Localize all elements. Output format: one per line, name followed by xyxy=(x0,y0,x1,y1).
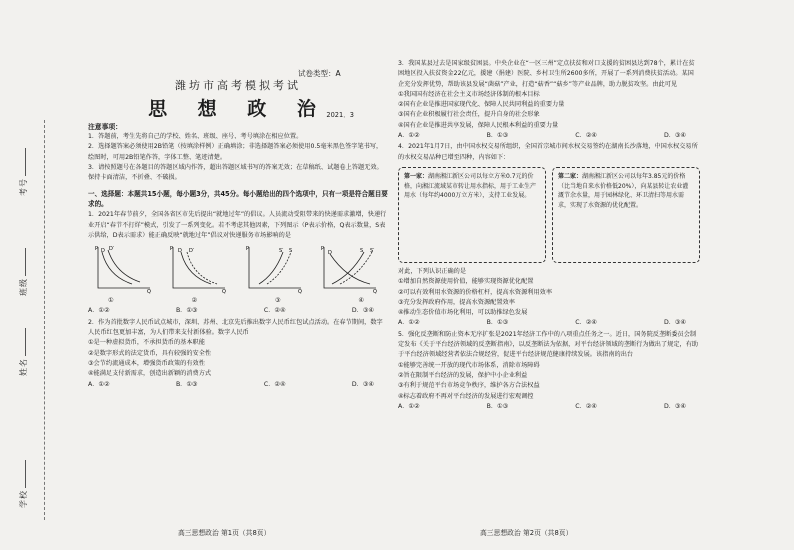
axis-p: P xyxy=(95,246,99,253)
option-d: D．③④ xyxy=(663,132,686,140)
case-box-1 xyxy=(398,167,546,263)
q5-options xyxy=(398,402,700,412)
q4-cases xyxy=(398,167,700,263)
statement: ③充分发挥政府作用，提高水资源配置效率 xyxy=(398,298,515,306)
graph-4 xyxy=(318,244,378,294)
notice-heading: 注意事项： xyxy=(88,122,122,131)
curve-d: D xyxy=(178,248,183,255)
page-1 xyxy=(88,58,388,390)
section-heading: 一、选择题：本题共15小题，每小题3分，共45分。每小题给出的四个选项中，只有一项是符合题目要求的。 xyxy=(88,189,388,208)
footer-page-1: 高三思想政治 第1页（共8页） xyxy=(178,529,271,537)
option-d: D．③④ xyxy=(351,307,374,315)
notice-item: 3．请按照题号在各题目的答题区域内作答，超出答题区域书写的答案无效；在草稿纸、试题卷上答题无效。保持卡面清洁，不折叠、不破损。 xyxy=(88,164,383,182)
question-2-stem: 2．作为首批数字人民币试点城市，深圳、苏州、北京先后推出数字人民币红包试点活动。在春节期间，数字人民币红包更加丰富，为人们带来支付新体验。数字人民币 xyxy=(88,318,383,337)
case-box-2 xyxy=(552,167,700,263)
margin-field-name xyxy=(18,328,29,376)
statement: ②国有企业是推进国家现代化、保障人民共同利益的重要力量 xyxy=(398,101,565,109)
option-d: D．③④ xyxy=(663,402,686,410)
statement: ②旨在限制平台经济的发展，保护中小企业利益 xyxy=(398,371,528,379)
axis-q: Q xyxy=(372,289,377,295)
curve-s: S xyxy=(288,248,292,255)
margin-field-class xyxy=(18,248,29,296)
statement: ①我国国有经济在社会主义市场经济体制的根本目标 xyxy=(398,90,540,98)
binding-margin xyxy=(0,0,66,550)
question-5-stem: 5．强化反垄断和防止资本无序扩张是2021年经济工作中的八项重点任务之一。近日，国务院反垄断委员会制定发布《关于平台经济领域的反垄断指南》，以反垄断法为依据，对平台经济领域的垄断行为做出了规定，有助于平台经济领域经营者依法合规经营，促进平台经济规范健康持续发展。该指南的出台 xyxy=(398,330,699,359)
statement: ①是一种虚拟货币，不承担货币的基本职能 xyxy=(88,339,205,347)
question-3-stem: 3．我国某县过去是国家级贫困县。中央企业在“一区三州”定点扶贫和对口支援的贫困县达到78个，累计在贫困地区投入扶贫资金22亿元，援建（捐建）医院、乡村卫生所2600多所，开展了一系列消费扶贫活动。某国企充分发挥优势，帮助该县发展“菌菇”产业，打造“菇香”“菇乡”等产业品牌，助力脱贫攻坚。由此可见 xyxy=(398,60,695,88)
curve-d2: D′ xyxy=(189,248,195,255)
exam-title: 潍坊市高考模拟考试 xyxy=(175,79,301,92)
option-c: C．②④ xyxy=(263,380,286,388)
statement: ③会节约流通成本，增强货币政策的有效性 xyxy=(88,359,205,367)
margin-field-id xyxy=(18,148,29,196)
q3-options xyxy=(398,131,700,141)
q1-graphs xyxy=(92,244,378,294)
option-a: A．①② xyxy=(398,132,420,140)
statement: ③国有企业积极履行社会责任，提升自身的社会形象 xyxy=(398,111,540,119)
footer-page-2: 高三思想政治 第2页（共8页） xyxy=(480,529,573,537)
option-d: D．③④ xyxy=(351,380,374,388)
axis-p: P xyxy=(170,246,174,253)
option-b: B．①③ xyxy=(175,380,198,388)
statement: ①能够完善统一开放的现代市场体系，消除市场障碍 xyxy=(398,361,540,369)
margin-label: 考号 xyxy=(19,178,28,196)
paper-type: 试卷类型：A xyxy=(298,69,341,78)
graph-1 xyxy=(92,244,152,294)
option-c: C．②④ xyxy=(575,402,597,410)
exam-date: 2021．3 xyxy=(326,110,354,119)
margin-label: 班级 xyxy=(19,278,28,296)
axis-q: Q xyxy=(297,289,302,295)
option-a: A．①② xyxy=(398,402,420,410)
question-1-stem: 1．2021年春节前夕，全国各省区市先后提出“就地过年”的倡议。人员流动受阻带来的快递需求激增，快递行业开启“春节不打烊”模式，引发了一系列变化。若不考虑其他因素，下列图示（P表示价格，Q表示数量，S表示供给，D表示需求）能正确反映“就地过年”倡议对快递服务市场影响的是 xyxy=(88,211,387,239)
option-c: C．②④ xyxy=(575,132,597,140)
q4-options xyxy=(398,318,700,328)
statement: ④标志着政府不再对平台经济的发展进行宏观调控 xyxy=(398,392,534,400)
graph-2 xyxy=(167,244,227,294)
option-b: B．①③ xyxy=(486,402,509,410)
graph-label: ③ xyxy=(274,297,281,305)
margin-field-school xyxy=(18,460,29,508)
notice-item: 1．答题前，考生先将自己的学校、姓名、班级、座号、考号填涂在相应位置。 xyxy=(88,133,303,141)
axis-p: P xyxy=(320,246,324,253)
option-a: A．①② xyxy=(88,380,110,388)
notice-item: 2．选择题答案必须使用2B铅笔（按填涂样例）正确填涂；非选择题答案必须使用0.5毫米黑色签字笔书写，绘图时，可用2B铅笔作答，字体工整、笔迹清楚。 xyxy=(88,143,383,161)
axis-q: Q xyxy=(147,289,151,295)
q4-prompt: 对此，下列认识正确的是 xyxy=(398,267,467,275)
curve-s: S xyxy=(359,248,364,255)
statement: ④推动生态价值市场化利用，可以助推绿色发展 xyxy=(398,309,528,317)
case-title: 第二家： xyxy=(558,172,583,180)
case-text: 湖南湘江新区公司以每年3.85元的价格（比当地自来水价格低20%），向某县转让农业灌溉节余水量，用于园林绿化、环卫清扫等用水需求，实现了水资源的优化配置。 xyxy=(558,172,689,209)
case-title: 第一家： xyxy=(404,172,429,180)
case-text: 湖南湘江新区公司以每立方米0.7元的价格，向湘江流域某市转让用水指标，用于工业生产用水（每年约4000万立方米），支持工业发展。 xyxy=(404,172,537,200)
option-c: C．②④ xyxy=(575,319,597,327)
statement: ①增加自然资源使用价值，能够实现资源优化配置 xyxy=(398,278,534,286)
option-a: A．①② xyxy=(88,307,110,315)
statement: ④国有企业是推进共享发展，保障人民根本利益的重要力量 xyxy=(398,121,559,129)
graph-labels xyxy=(88,296,364,306)
axis-q: Q xyxy=(222,289,227,295)
page-2 xyxy=(398,58,700,412)
statement: ④能满足支付新需求，创造出新颖的消费方式 xyxy=(88,370,212,378)
subject-title: 思 想 政 治 xyxy=(148,98,328,121)
q2-options xyxy=(88,380,388,390)
q1-options xyxy=(88,306,388,316)
curve-d2: D′ xyxy=(109,246,114,253)
option-b: B．①③ xyxy=(175,307,198,315)
graph-label: ② xyxy=(191,297,198,305)
option-d: D．③④ xyxy=(663,319,686,327)
statement: ②可以有效利用水资源的价格杠杆，提高水资源利用效率 xyxy=(398,288,553,296)
curve-s2: S′ xyxy=(369,248,375,255)
curve-s2: S′ xyxy=(278,248,283,255)
curve-d: D xyxy=(327,250,332,257)
margin-label: 姓名 xyxy=(19,358,28,376)
statement: ②是数字形式的法定货币，具有较强的安全性 xyxy=(88,349,212,357)
statement: ③有利于规范平台市场竞争秩序，维护各方合法权益 xyxy=(398,382,540,390)
question-4-stem: 4．2021年1月7日，由中国水权交易所组织，全国首宗城市间水权交易签约在湖南长沙落地，中国水权交易所的水权交易品种已增至四种，内容如下： xyxy=(398,143,698,161)
option-a: A．①② xyxy=(398,319,420,327)
option-b: B．①③ xyxy=(486,132,509,140)
cut-line xyxy=(44,120,45,520)
curve-d: D xyxy=(101,248,105,255)
margin-label: 学校 xyxy=(19,490,28,508)
graph-3 xyxy=(243,244,303,294)
option-c: C．②④ xyxy=(263,307,286,315)
graph-label: ④ xyxy=(358,297,364,305)
axis-p: P xyxy=(245,246,249,253)
graph-label: ① xyxy=(108,297,114,305)
option-b: B．①③ xyxy=(486,319,509,327)
